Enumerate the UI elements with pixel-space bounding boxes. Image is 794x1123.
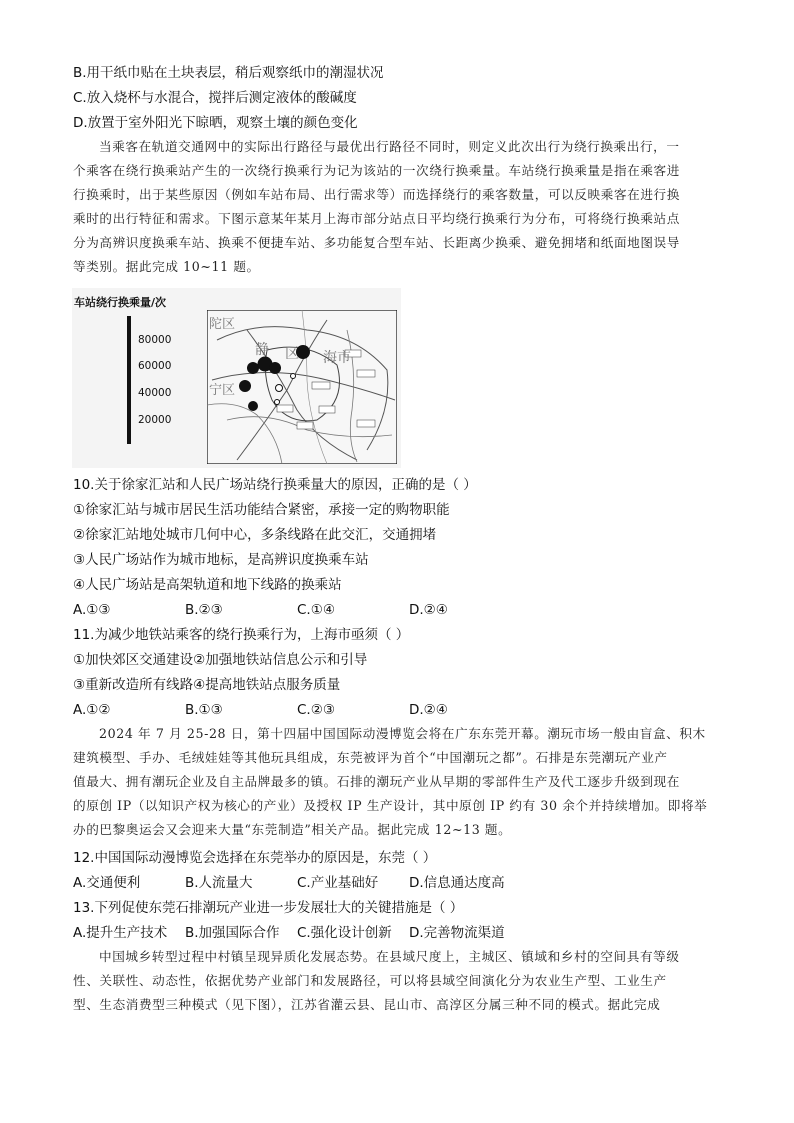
- q10-item: ①徐家汇站与城市居民生活功能结合紧密，承接一定的购物职能: [73, 502, 450, 518]
- q10-options: [73, 600, 448, 620]
- passage-line: 等类别。据此完成 10~11 题。: [73, 259, 260, 274]
- scale-label: 40000: [138, 387, 172, 399]
- option-a[interactable]: A.①②: [73, 702, 111, 718]
- q10-item: ②徐家汇站地处城市几何中心，多条线路在此交汇，交通拥堵: [73, 527, 437, 543]
- passage-line: 行换乘时，出于某些原因（例如车站布局、出行需求等）而选择绕行的乘客数量，可以反映乘客在进行换: [73, 187, 680, 202]
- q12-options: [73, 873, 505, 893]
- option-d[interactable]: D.②④: [409, 602, 448, 618]
- option-c[interactable]: C.①④: [297, 602, 335, 618]
- prev-option-d: D.放置于室外阳光下晾晒，观察土壤的颜色变化: [73, 115, 358, 131]
- shanghai-transfer-map-figure: [72, 288, 401, 468]
- option-d[interactable]: D.②④: [409, 702, 448, 718]
- scale-label: 80000: [138, 334, 172, 346]
- option-a[interactable]: A.①③: [73, 602, 111, 618]
- passage-line: 乘时的出行特征和需求。下图示意某年某月上海市部分站点日平均绕行换乘行为分布，可将绕行换乘站点: [73, 211, 680, 226]
- q11-item: ①加快郊区交通建设②加强地铁站信息公示和引导: [73, 652, 368, 668]
- map-label: 宁区: [209, 383, 236, 398]
- passage-line: 值最大、拥有潮玩企业及自主品牌最多的镇。石排的潮玩产业从早期的零部件生产及代工逐步升级到现在: [73, 774, 680, 789]
- map-label: 静: [255, 342, 269, 358]
- passage-line: 分为高辨识度换乘车站、换乘不便捷车站、多功能复合型车站、长距离少换乘、避免拥堵和纸面地图误导: [73, 235, 680, 250]
- q10-item: ③人民广场站作为城市地标，是高辨识度换乘车站: [73, 552, 369, 568]
- map-label: 区: [285, 346, 299, 362]
- option-d[interactable]: D.信息通达度高: [409, 875, 505, 891]
- q10-stem: 10.关于徐家汇站和人民广场站绕行换乘量大的原因，正确的是（ ）: [73, 477, 477, 493]
- option-c[interactable]: C.强化设计创新: [297, 925, 392, 941]
- passage-line: 中国城乡转型过程中村镇呈现异质化发展态势。在县域尺度上，主城区、镇域和乡村的空间具有等级: [99, 949, 680, 964]
- option-a[interactable]: A.交通便利: [73, 875, 141, 891]
- option-c[interactable]: C.产业基础好: [297, 875, 379, 891]
- metro-map: [207, 310, 397, 464]
- option-a[interactable]: A.提升生产技术: [73, 925, 168, 941]
- passage-line: 2024 年 7 月 25-28 日，第十四届中国国际动漫博览会将在广东东莞开幕。潮玩市场一般由盲盒、积木: [99, 726, 706, 741]
- q11-stem: 11.为减少地铁站乘客的绕行换乘行为，上海市亟须（ ）: [73, 627, 410, 643]
- q12-stem: 12.中国国际动漫博览会选择在东莞举办的原因是，东莞（ ）: [73, 850, 437, 866]
- passage-line: 的原创 IP（以知识产权为核心的产业）及授权 IP 生产设计，其中原创 IP 约有 30 余个并持续增加。即将举: [73, 798, 708, 813]
- scale-label: 20000: [138, 414, 172, 426]
- passage-line: 性、关联性、动态性，依据优势产业部门和发展路径，可以将县域空间演化分为农业生产型、工业生产: [73, 973, 667, 988]
- passage-line: 个乘客在绕行换乘站产生的一次绕行换乘行为记为该站的一次绕行换乘量。车站绕行换乘量是指在乘客进: [73, 163, 680, 178]
- passage-line: 当乘客在轨道交通网中的实际出行路径与最优出行路径不同时，则定义此次出行为绕行换乘出行，一: [99, 139, 680, 154]
- figure-legend-title: 车站绕行换乘量/次: [74, 296, 167, 309]
- option-c[interactable]: C.②③: [297, 702, 335, 718]
- passage-transfer: [73, 135, 726, 279]
- map-label: 海市: [323, 350, 351, 366]
- passage-line: 办的巴黎奥运会又会迎来大量“东莞制造”相关产品。据此完成 12~13 题。: [73, 822, 512, 837]
- passage-line: 建筑模型、手办、毛绒娃娃等其他玩具组成，东莞被评为首个“中国潮玩之都”。石排是东莞潮玩产业产: [73, 750, 668, 765]
- passage-dongguan: [73, 722, 726, 842]
- prev-option-c: C.放入烧杯与水混合，搅拌后测定液体的酸碱度: [73, 90, 357, 106]
- legend-scale-bar: [127, 316, 131, 444]
- option-b[interactable]: B.②③: [185, 602, 223, 618]
- q11-options: [73, 700, 448, 720]
- q11-item: ③重新改造所有线路④提高地铁站点服务质量: [73, 677, 341, 693]
- q10-item: ④人民广场站是高架轨道和地下线路的换乘站: [73, 577, 342, 593]
- passage-line: 型、生态消费型三种模式（见下图），江苏省灌云县、昆山市、高淳区分属三种不同的模式。据此完成: [73, 997, 661, 1012]
- option-b[interactable]: B.①③: [185, 702, 223, 718]
- option-b[interactable]: B.人流量大: [185, 875, 253, 891]
- q13-options: [73, 923, 505, 943]
- map-label: 陀区: [209, 317, 236, 332]
- passage-county: [73, 945, 726, 1017]
- scale-label: 60000: [138, 360, 172, 372]
- prev-option-b: B.用干纸巾贴在土块表层，稍后观察纸巾的潮湿状况: [73, 65, 384, 81]
- option-d[interactable]: D.完善物流渠道: [409, 925, 505, 941]
- q13-stem: 13.下列促使东莞石排潮玩产业进一步发展壮大的关键措施是（ ）: [73, 900, 464, 916]
- option-b[interactable]: B.加强国际合作: [185, 925, 280, 941]
